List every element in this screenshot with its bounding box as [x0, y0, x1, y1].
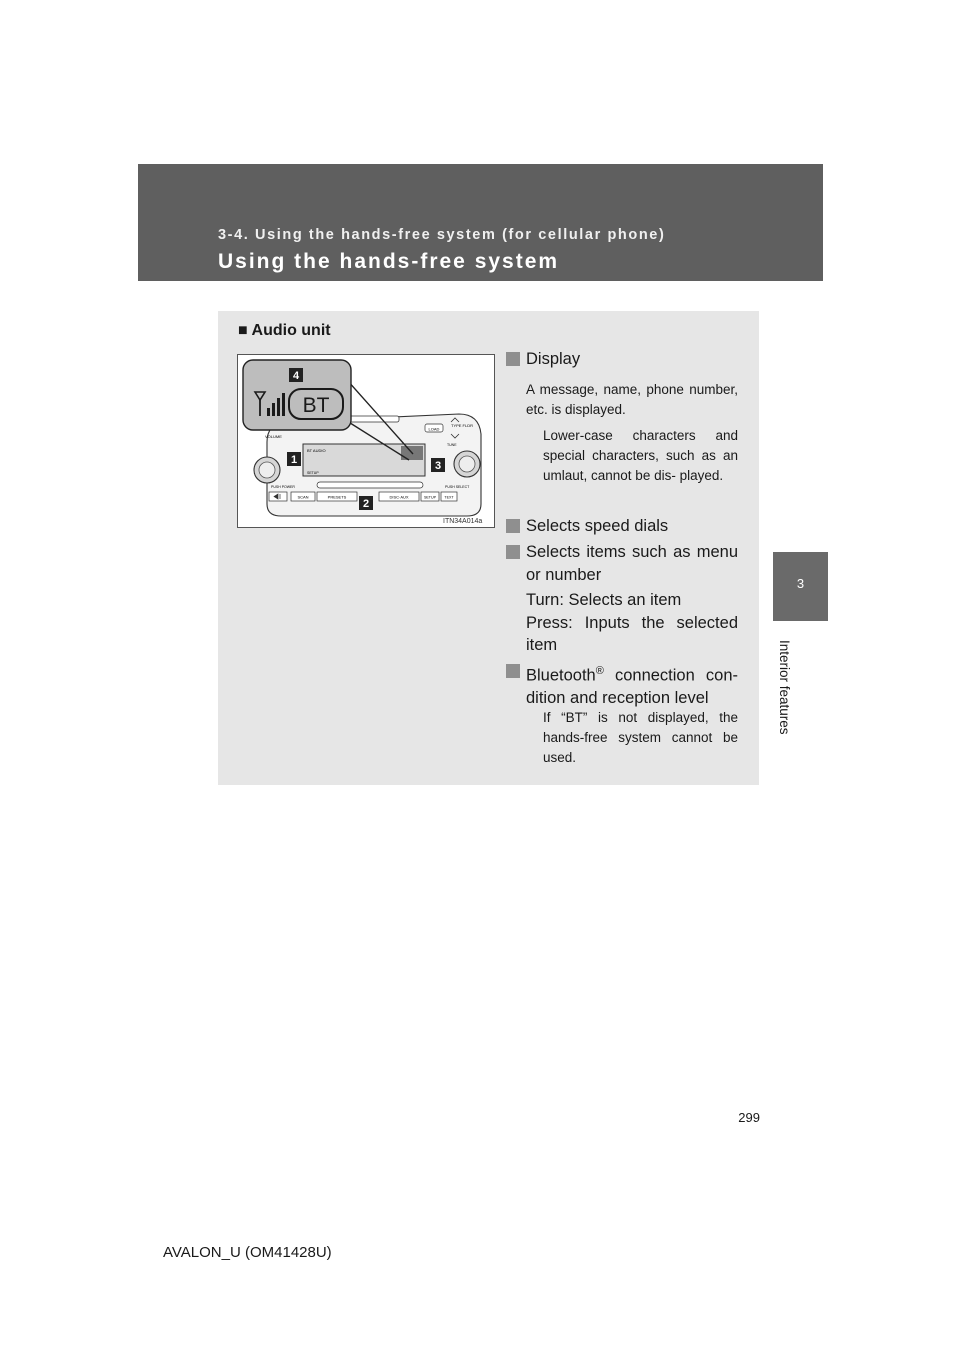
- item-speed-dials: [506, 515, 738, 538]
- callout-4-label: 4: [292, 370, 300, 382]
- preset-buttons: [317, 482, 423, 488]
- item-detail-press: Press: Inputs the selected item: [526, 613, 738, 654]
- select-label: PUSH SELECT: [445, 485, 470, 489]
- figure-code: ITN34A014a: [443, 518, 483, 525]
- section-label: 3-4. Using the hands-free system (for cellular phone): [218, 227, 666, 243]
- item-description: A message, name, phone number, etc. is displayed.: [526, 382, 738, 417]
- item-square-icon: [506, 545, 520, 559]
- callout-3-label: 3: [434, 460, 442, 472]
- item-square-icon: [506, 352, 520, 366]
- power-label: PUSH POWER: [271, 485, 295, 489]
- display-setup-label: SETUP: [307, 471, 319, 475]
- bt-audio-label: BT AUDIO: [307, 448, 326, 453]
- tune-label: TUNE: [447, 443, 457, 447]
- item-note: Lower-case characters and special characters, such as an umlaut, cannot be dis- played.: [543, 428, 738, 483]
- type-fldr-label: TYPE FLDR: [451, 423, 474, 428]
- presets-label: PRESETS: [327, 494, 347, 500]
- item-bluetooth: [506, 660, 738, 710]
- page-title: Using the hands-free system: [218, 250, 560, 273]
- item-square-icon: [506, 519, 520, 533]
- setup-label: SETUP: [424, 495, 436, 500]
- audio-unit-illustration: [237, 354, 495, 528]
- tune-knob-center: [459, 456, 475, 472]
- document-id: AVALON_U (OM41428U): [163, 1244, 332, 1261]
- item-label: Selects items such as menu or number: [526, 543, 738, 584]
- item-detail-turn: Turn: Selects an item: [526, 591, 682, 609]
- volume-label: VOLUME: [265, 434, 282, 439]
- disc-aux-label: DISC·AUX: [389, 494, 409, 500]
- volume-knob-center: [259, 462, 275, 478]
- text-label: TEXT: [444, 495, 454, 500]
- item-display: [506, 348, 738, 371]
- chapter-number: 3: [796, 576, 805, 591]
- scan-label: SCAN: [297, 494, 309, 500]
- bt-badge-text: BT: [302, 394, 330, 417]
- callout-1-label: 1: [290, 454, 298, 466]
- item-label: Display: [526, 350, 581, 368]
- callout-2-label: 2: [362, 498, 370, 510]
- item-label: Bluetooth® connection con- dition and reception level: [526, 665, 738, 707]
- item-label: Selects speed dials: [526, 517, 669, 535]
- page-number: 299: [738, 1110, 760, 1125]
- item-note: If “BT” is not displayed, the hands-free system cannot be used.: [543, 710, 738, 765]
- chapter-title: Interior features: [777, 640, 792, 735]
- load-label: LOAD: [428, 426, 440, 432]
- box-heading: ■ Audio unit: [238, 322, 331, 339]
- item-select-menu: [506, 541, 738, 657]
- item-square-icon: [506, 664, 520, 678]
